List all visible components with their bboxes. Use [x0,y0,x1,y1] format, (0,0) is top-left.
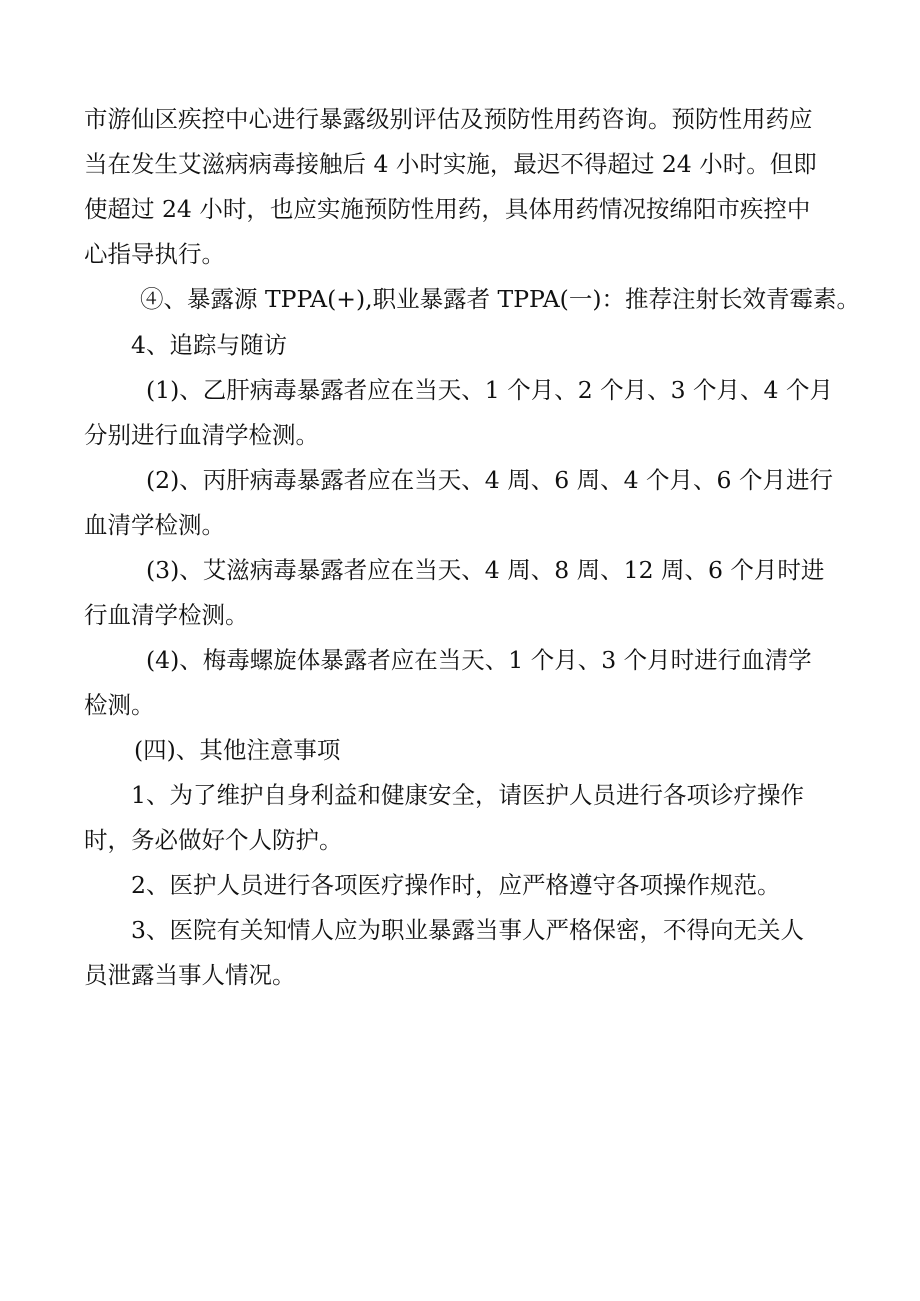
list-item-procedures: 2、医护人员进行各项医疗操作时，应严格遵守各项操作规范。 [131,871,781,899]
list-item-hcv: (2)、丙肝病毒暴露者应在当天、4 周、6 周、4 个月、6 个月进行 [146,466,833,494]
paragraph-line: 市游仙区疾控中心进行暴露级别评估及预防性用药咨询。预防性用药应 [84,105,813,133]
list-item-tppa: ④、暴露源 TPPA(+),职业暴露者 TPPA(一)：推荐注射长效青霉素。 [140,285,860,313]
list-item-confidentiality: 3、医院有关知情人应为职业暴露当事人严格保密，不得向无关人 [131,916,804,944]
paragraph-line: 行血清学检测。 [84,601,249,629]
paragraph-line: 当在发生艾滋病病毒接触后 4 小时实施，最迟不得超过 24 小时。但即 [84,150,817,178]
paragraph-line: 分别进行血清学检测。 [84,421,319,449]
section-heading-followup: 4、追踪与随访 [131,331,287,359]
list-item-hiv: (3)、艾滋病毒暴露者应在当天、4 周、8 周、12 周、6 个月时进 [146,556,825,584]
paragraph-line: 血清学检测。 [84,511,225,539]
list-item-hbv: (1)、乙肝病毒暴露者应在当天、1 个月、2 个月、3 个月、4 个月 [146,376,833,404]
paragraph-line: 员泄露当事人情况。 [84,961,296,989]
paragraph-line: 检测。 [84,691,155,719]
section-heading-other-notes: (四)、其他注意事项 [134,736,341,764]
paragraph-line: 时，务必做好个人防护。 [84,826,343,854]
list-item-protection: 1、为了维护自身利益和健康安全，请医护人员进行各项诊疗操作 [131,781,804,809]
list-item-syphilis: (4)、梅毒螺旋体暴露者应在当天、1 个月、3 个月时进行血清学 [146,646,812,674]
paragraph-line: 心指导执行。 [84,240,225,268]
paragraph-line: 使超过 24 小时，也应实施预防性用药，具体用药情况按绵阳市疾控中 [84,195,811,223]
